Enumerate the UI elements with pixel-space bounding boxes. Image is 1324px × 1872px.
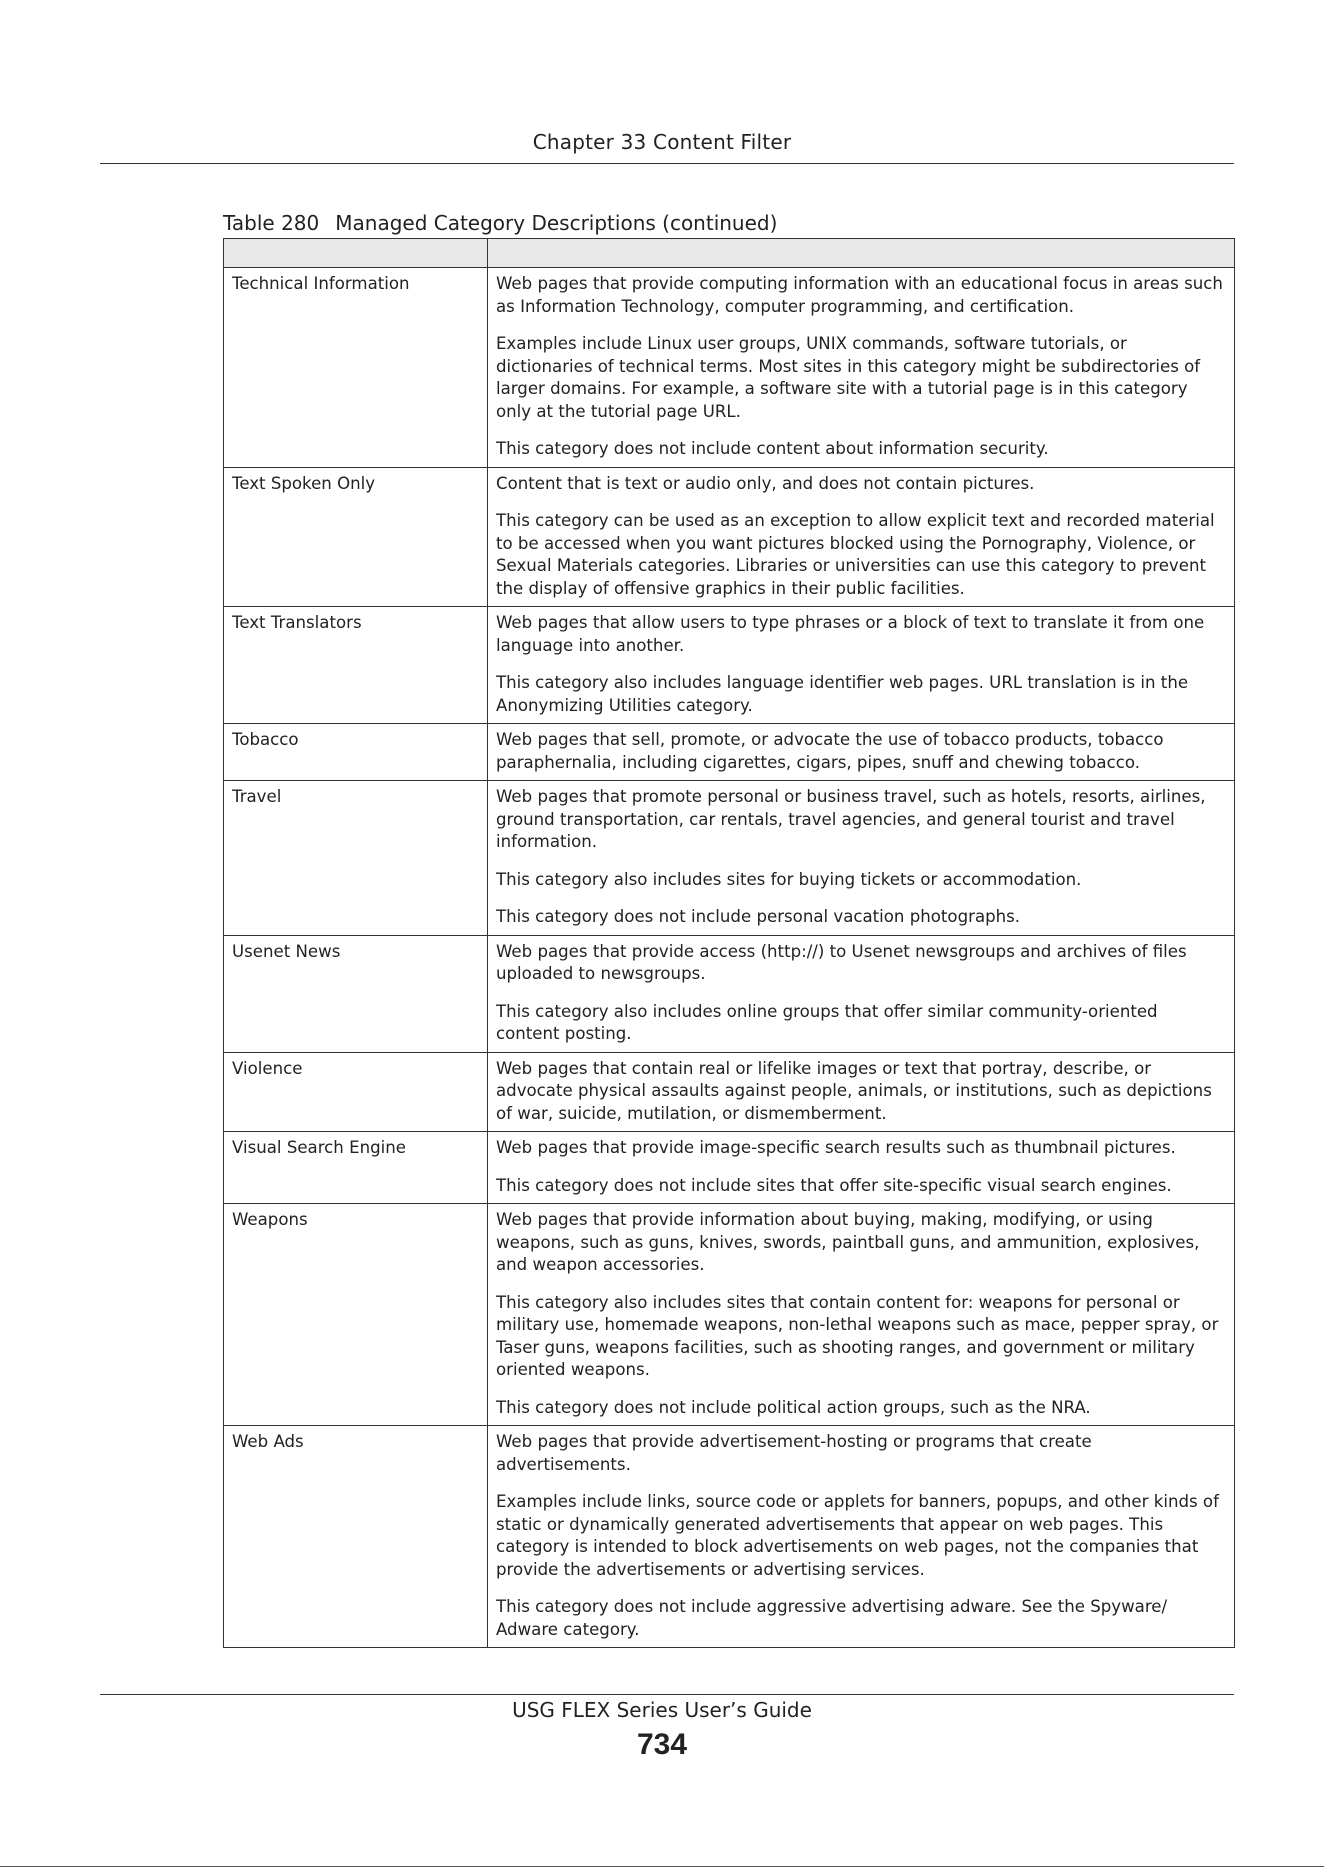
table-row: [224, 724, 1235, 781]
category-description-cell: [488, 724, 1235, 781]
category-description-cell: [488, 1052, 1235, 1132]
table-row: [224, 1132, 1235, 1204]
description-paragraph: This category also includes language identifier web pages. URL translation is in the Anonymizing Utilities category.: [496, 673, 1189, 715]
table-row: [224, 467, 1235, 607]
table-caption: [223, 211, 777, 235]
description-paragraph: This category does not include sites that offer site-specific visual search engines.: [496, 1175, 1172, 1195]
description-paragraph: Web pages that provide image-specific search results such as thumbnail pictures.: [496, 1138, 1176, 1157]
category-description-cell: [488, 935, 1235, 1052]
description-paragraph: This category also includes online groups that offer similar community-oriented content posting.: [496, 1001, 1158, 1043]
category-name-cell: Usenet News: [224, 935, 488, 1052]
category-name-cell: Tobacco: [224, 724, 488, 781]
category-table: [223, 238, 1235, 1648]
category-description-cell: [488, 467, 1235, 607]
description-paragraph: This category can be used as an exception to allow explicit text and recorded material to be accessed when you want pictures blocked using the Pornography, Violence, or Sexual Materials categories. Libraries or universities can use this category to prevent the display of offensive graphics in their public facilities.: [496, 511, 1215, 598]
description-paragraph: Web pages that provide access (http://) to Usenet newsgroups and archives of files uploaded to newsgroups.: [496, 941, 1187, 983]
table-row: [224, 1052, 1235, 1132]
table-row: [224, 1204, 1235, 1426]
description-paragraph: Web pages that contain real or lifelike images or text that portray, describe, or advocate physical assaults against people, animals, or institutions, such as depictions of war, suicide, mutilation, or dismemberment.: [496, 1058, 1212, 1123]
category-description-cell: [488, 607, 1235, 724]
description-paragraph: This category also includes sites for buying tickets or accommodation.: [496, 869, 1082, 889]
description-paragraph: Content that is text or audio only, and does not contain pictures.: [496, 473, 1035, 493]
description-paragraph: This category also includes sites that contain content for: weapons for personal or military use, homemade weapons, non-lethal weapons such as mace, pepper spray, or Taser guns, weapons facilities, such as shooting ranges, and government or military oriented weapons.: [496, 1292, 1219, 1379]
category-name-cell: Web Ads: [224, 1426, 488, 1648]
table-row: [224, 1426, 1235, 1648]
table-caption-number: Table 280: [223, 211, 320, 235]
category-description-cell: [488, 268, 1235, 468]
category-name-cell: Violence: [224, 1052, 488, 1132]
table-body: [224, 268, 1235, 1648]
table-row: [224, 268, 1235, 468]
page-number: 734: [636, 1728, 688, 1761]
table-row: [224, 607, 1235, 724]
header-divider: [100, 163, 1234, 164]
page-bottom-edge: [0, 1866, 1324, 1867]
description-paragraph: Web pages that provide information about buying, making, modifying, or using weapons, such as guns, knives, swords, paintball guns, and ammunition, explosives, and weapon accessories.: [496, 1210, 1200, 1274]
chapter-header: Chapter 33 Content Filter: [532, 130, 792, 154]
column-header-category: [224, 239, 488, 268]
description-paragraph: This category does not include content about information security.: [496, 439, 1049, 458]
table-row: [224, 781, 1235, 936]
table-header-row: [224, 239, 1235, 268]
column-header-description: [488, 239, 1235, 268]
description-paragraph: Web pages that provide computing information with an educational focus in areas such as Information Technology, computer programming, and certification.: [496, 274, 1223, 316]
category-name-cell: Weapons: [224, 1204, 488, 1426]
category-name-cell: Text Spoken Only: [224, 467, 488, 607]
category-name-cell: Visual Search Engine: [224, 1132, 488, 1204]
footer-guide-title: USG FLEX Series User’s Guide: [512, 1698, 812, 1722]
table-caption-title: Managed Category Descriptions (continued): [335, 211, 778, 235]
description-paragraph: This category does not include personal vacation photographs.: [496, 907, 1021, 926]
description-paragraph: This category does not include political action groups, such as the NRA.: [496, 1397, 1091, 1417]
description-paragraph: Web pages that allow users to type phrases or a block of text to translate it from one language into another.: [496, 613, 1205, 655]
footer-divider: [100, 1694, 1234, 1695]
category-name-cell: Technical Information: [224, 268, 488, 468]
table-row: [224, 935, 1235, 1052]
category-description-cell: [488, 1132, 1235, 1204]
category-description-cell: [488, 1426, 1235, 1648]
category-description-cell: [488, 1204, 1235, 1426]
description-paragraph: This category does not include aggressive advertising adware. See the Spyware/ Adware category.: [496, 1597, 1168, 1639]
category-description-cell: [488, 781, 1235, 936]
description-paragraph: Examples include links, source code or applets for banners, popups, and other kinds of static or dynamically generated advertisements that appear on web pages. This category is intended to block advertisements on web pages, not the companies that provide the advertisements or advertising services.: [496, 1492, 1219, 1579]
category-name-cell: Text Translators: [224, 607, 488, 724]
description-paragraph: Web pages that sell, promote, or advocate the use of tobacco products, tobacco paraphernalia, including cigarettes, cigars, pipes, snuff and chewing tobacco.: [496, 730, 1164, 772]
description-paragraph: Web pages that promote personal or business travel, such as hotels, resorts, airlines, ground transportation, car rentals, travel agencies, and general tourist and travel information.: [496, 787, 1206, 851]
category-name-cell: Travel: [224, 781, 488, 936]
description-paragraph: Examples include Linux user groups, UNIX commands, software tutorials, or dictionaries of technical terms. Most sites in this category might be subdirectories of larger domains. For example, a software site with a tutorial page is in this category only at the tutorial page URL.: [496, 334, 1201, 421]
description-paragraph: Web pages that provide advertisement-hosting or programs that create advertisements.: [496, 1432, 1092, 1474]
